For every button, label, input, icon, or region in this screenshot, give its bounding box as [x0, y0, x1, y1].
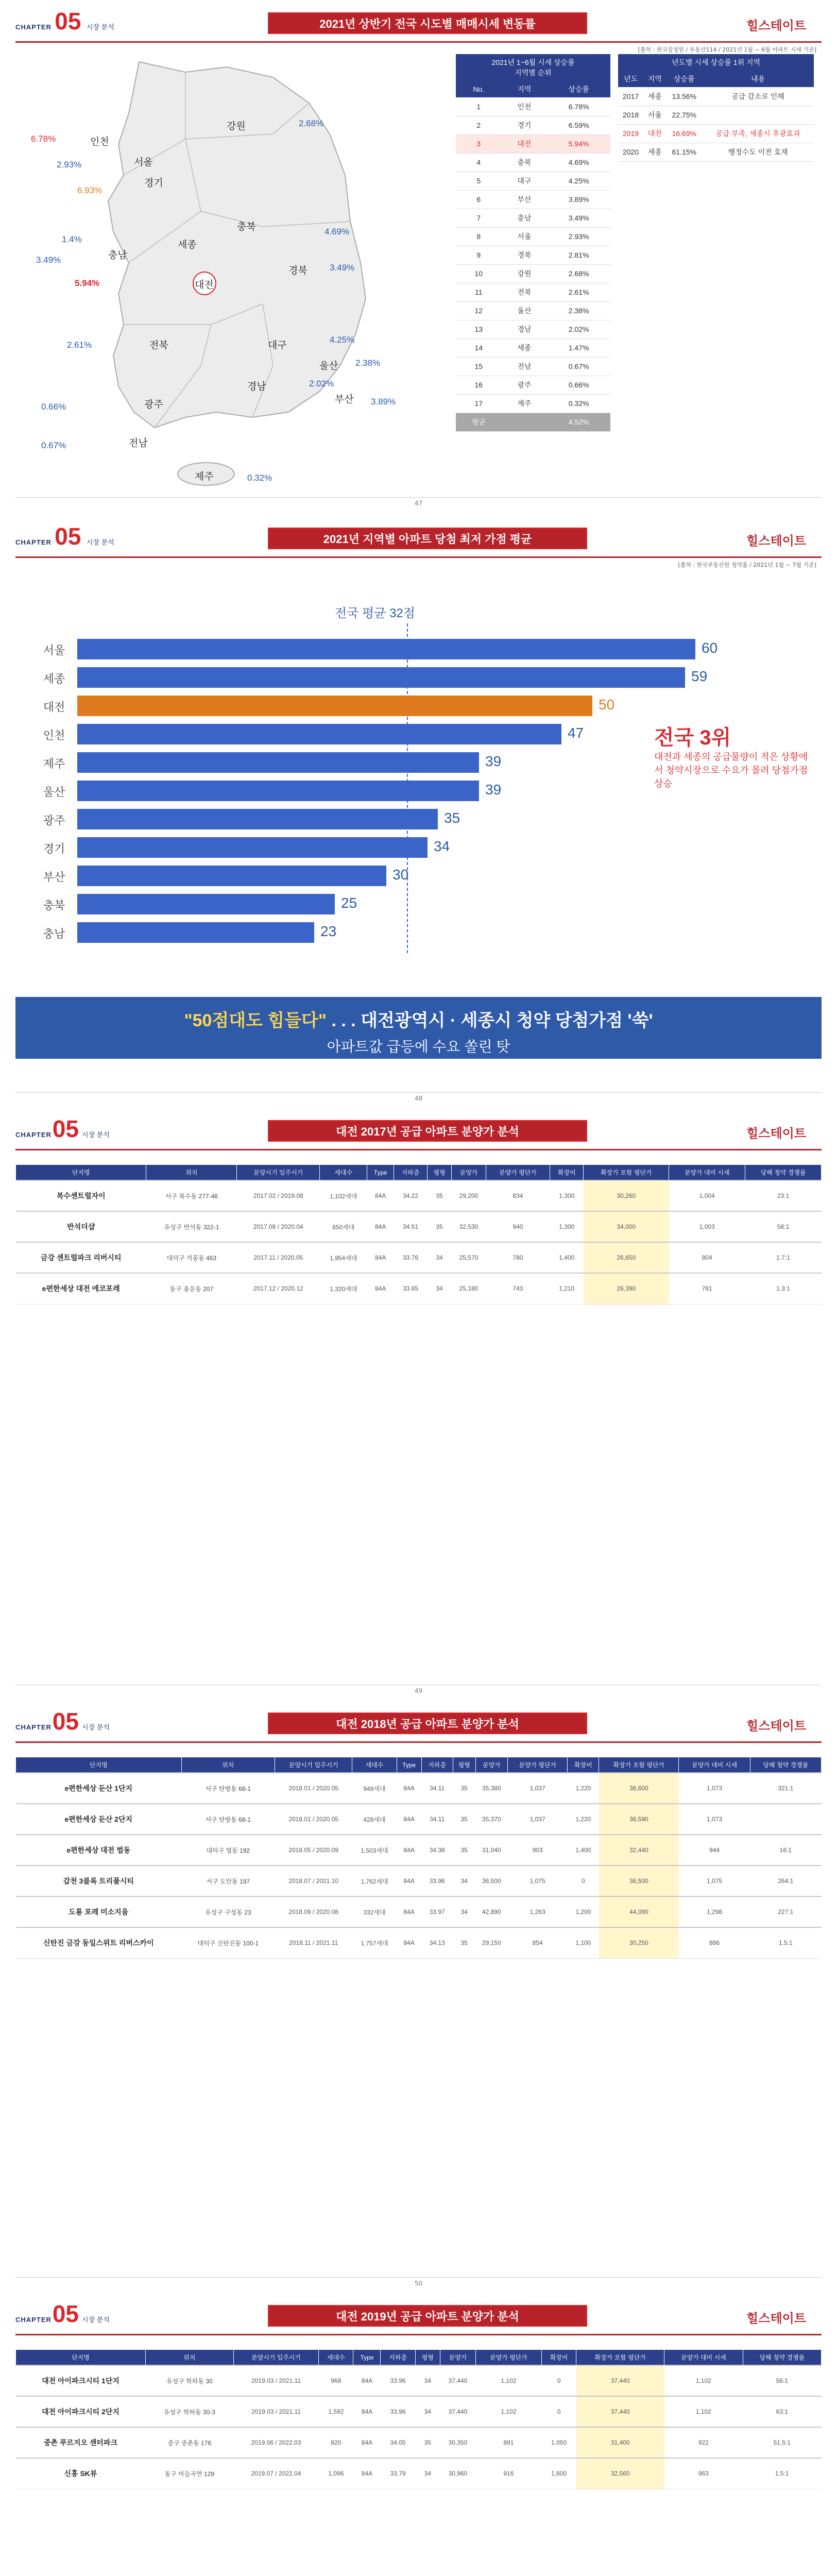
region-value: 2.38% — [355, 358, 381, 368]
table-row: 중촌 푸르지오 센터파크 중구 중촌동 176 2019.06 / 2022.03 820 84A 34.05 35 30,350 891 1,050 31,400 922 51.5:1 — [16, 2427, 822, 2458]
price-table: 단지명 위치 분양시기 입주시기 세대수 Type 지하층 평형 분양가 분양가 평단가 확장비 확장가 포함 평단가 분양가 대비 시세 당해 청약 경쟁률 e편한세상 둔산 1단지 서구 탄방동 68-1 2018.01 / 2020.05 948세대 84A 34.11 35 35,380 1,037 1,220 36,600 1,073 321:1 e편한세상 둔산 2단지 서구 탄방동 68-1 2018.01 / 2020.05 428세대 84A 34.11 35 35,370 1,037 1,220 36,590 1,073 e편한세상 대전 법동 대덕구 법동 192 2018.05 / 2020.09 1,503세대 84A 34.38 35 31,040 903 1,400 32,440 944 16:1 갑천 3블록 트리풀시티 서구 도안동 197 2018.07 / 2021.10 1,762세대 84A 33.96 34 36,500 1,075 0 36,500 1,075 264:1 도룡 포레 미소지움 유성구 구성동 23 2018.09 / 2020.08 332세대 84A 33.97 34 42,890 1,263 1,200 44,090 1,298 227:1 신탄진 금강 동일스위트 리버스카이 대덕구 신탄진동 100-1 2018.11 / 2021.11 1,757세대 84A 34.13 35 29,150 854 1,100 30,250 886 1.5:1 — [15, 1757, 822, 1959]
page-title: 대전 2017년 공급 아파트 분양가 분석 — [268, 1120, 587, 1142]
category-label: 광주 — [43, 814, 65, 827]
table-row: 2017 세종 13.56% 공급 감소로 인해 — [618, 87, 814, 106]
page-title: 대전 2018년 공급 아파트 분양가 분석 — [268, 1713, 587, 1734]
region-전북: 전북 — [149, 340, 168, 351]
category-label: 제주 — [43, 757, 65, 770]
highlight-desc: 대전과 세종의 공급물량이 적은 상황에서 청약시장으로 수요가 몰려 당첨가점 상승 — [654, 752, 808, 789]
table-row: 평균 4.52% — [456, 413, 610, 431]
page-table-1 — [0, 1108, 837, 1700]
table-row: 갑천 3블록 트리풀시티 서구 도안동 197 2018.07 / 2021.10 1,762세대 84A 33.96 34 36,500 1,075 0 36,500 1,075 264:1 — [16, 1866, 822, 1896]
region-value: 3.89% — [371, 397, 396, 406]
bar — [77, 639, 695, 659]
bar-value: 23 — [320, 923, 337, 939]
table-row: 3 대전 5.94% — [456, 134, 610, 153]
region-광주: 광주 — [144, 399, 163, 410]
region-충북: 충북 — [237, 222, 256, 232]
chapter-badge: CHAPTER05 시장 분석 — [15, 2300, 110, 2327]
table-row: 신탄진 금강 동일스위트 리버스카이 대덕구 신탄진동 100-1 2018.11 / 2021.11 1,757세대 84A 34.13 35 29,150 854 1,100 30,250 886 1.5:1 — [16, 1927, 822, 1958]
table-row: 1 인천 6.78% — [456, 97, 610, 116]
divider — [15, 41, 822, 43]
region-value: 6.78% — [31, 134, 56, 144]
brand-logo: 힐스테이트 — [746, 535, 806, 548]
table-row: 17 제주 0.32% — [456, 394, 610, 413]
category-label: 인천 — [43, 729, 65, 742]
bar — [77, 894, 335, 914]
headline-banner: "50점대도 힘들다" . . . 대전광역시 · 세종시 청약 당첨가점 '쑥' 아파트값 급등에 수요 쏠린 탓 — [15, 997, 822, 1059]
page-title: 2021년 상반기 전국 시도별 매매시세 변동률 — [268, 12, 587, 34]
region-세종: 세종 — [178, 240, 197, 250]
chapter-badge: CHAPTER05 시장 분석 — [15, 1115, 110, 1142]
divider — [15, 2334, 822, 2335]
region-서울: 서울 — [134, 157, 153, 168]
bar — [77, 866, 386, 886]
region-value: 3.49% — [330, 263, 355, 273]
table-row: 4 충북 4.69% — [456, 153, 610, 172]
region-인천: 인천 — [90, 137, 109, 147]
region-value: 0.32% — [247, 473, 272, 483]
bar-value: 47 — [568, 725, 584, 741]
page-title: 대전 2019년 공급 아파트 분양가 분석 — [268, 2305, 587, 2327]
page-number: 50 — [414, 2280, 423, 2287]
category-label: 서울 — [43, 644, 65, 657]
chapter-badge: CHAPTER 05 시장 분석 — [15, 8, 114, 35]
category-label: 충남 — [43, 927, 65, 940]
bar — [77, 724, 561, 744]
chapter-badge: CHAPTER05 시장 분석 — [15, 1708, 110, 1735]
region-value: 2.02% — [309, 379, 334, 388]
divider — [15, 556, 822, 558]
table-row: 신흥 SK뷰 동구 마들곡면 129 2019.07 / 2022.04 1,096 84A 33.79 34 30,960 916 1,600 32,560 963 1.5:1 — [16, 2458, 822, 2489]
category-label: 울산 — [43, 786, 65, 799]
highlight-rank: 전국 3위 — [654, 726, 731, 749]
table-row: 12 울산 2.38% — [456, 301, 610, 320]
table-row: 6 부산 3.89% — [456, 190, 610, 209]
bar-value: 34 — [434, 838, 450, 854]
page-number: 48 — [414, 1095, 423, 1102]
category-label: 세종 — [43, 672, 65, 685]
region-경기: 경기 — [144, 178, 163, 189]
table-row: 대전 아이파크시티 1단지 유성구 학하동 30 2019.03 / 2021.11 968 84A 33.96 34 37,440 1,102 0 37,440 1,102 56:1 — [16, 2365, 822, 2396]
region-대전: 대전 — [195, 280, 214, 291]
brand-logo: 힐스테이트 — [746, 2312, 806, 2326]
table-row: 금강 센트럴파크 리버시티 대덕구 석봉동 463 2017.11 / 2020.05 1,954세대 84A 33.76 34 25,570 780 1,400 26,650 804 1.7:1 — [16, 1242, 822, 1273]
top-region-table: 년도별 시세 상승률 1위 지역 년도 지역 상승률 내용 2017 세종 13.56% 공급 감소로 인해 2018 서울 22.75% 2019 대전 16.69% 공급 부족, 세종시 후광효과 2020 세종 61.15% 행정수도 이전 호재 — [618, 54, 814, 162]
table-row: 9 경북 2.81% — [456, 246, 610, 264]
region-value: 0.66% — [41, 402, 66, 412]
brand-logo: 힐스테이트 — [746, 1720, 806, 1733]
bar — [77, 781, 479, 801]
table-row: 8 서울 2.93% — [456, 227, 610, 246]
bar — [77, 696, 592, 716]
divider — [15, 1741, 822, 1743]
category-label: 경기 — [43, 842, 65, 855]
korea-map — [31, 57, 422, 495]
table-row: e편한세상 대전 에코포레 동구 용운동 207 2017.12 / 2020.12 1,320세대 84A 33.85 34 25,180 743 1,210 26,390 781 1.3:1 — [16, 1273, 822, 1304]
bar-value: 60 — [702, 640, 718, 656]
bar-value: 30 — [392, 867, 409, 883]
rank-table: 2021년 1~6월 시세 상승률 지역별 순위 No. 지역 상승률 1 인천 6.78% 2 경기 6.59% 3 대전 5.94% 4 충북 4.69% 5 대구 4.25% 6 부산 3.89% 7 충남 3.49% 8 서울 2.93% 9 경북 2.81% 10 강원 2.68% 11 전북 2.61% 12 울산 2.38% 13 경남 2.02% 14 세종 1.47% 15 전남 0.67% 16 광주 0.66% 17 제주 0.32% 평균 4.52% — [456, 54, 610, 432]
region-value: 4.69% — [324, 227, 350, 236]
bar-value: 39 — [485, 782, 502, 798]
national-average-label: 전국 평균 32점 — [335, 606, 415, 620]
page-table-3 — [0, 2293, 837, 2576]
table-row: 13 경남 2.02% — [456, 320, 610, 338]
region-value: 1.4% — [62, 234, 82, 244]
table-row: 2 경기 6.59% — [456, 116, 610, 134]
region-value: 2.93% — [57, 160, 82, 170]
page-title: 2021년 지역별 아파트 당첨 최저 가점 평균 — [268, 528, 587, 549]
table-row: e편한세상 대전 법동 대덕구 법동 192 2018.05 / 2020.09 1,503세대 84A 34.38 35 31,040 903 1,400 32,440 944 16:1 — [16, 1835, 822, 1866]
bar — [77, 752, 479, 773]
page-number: 47 — [414, 500, 423, 507]
table-row: 14 세종 1.47% — [456, 338, 610, 357]
table-row: e편한세상 둔산 2단지 서구 탄방동 68-1 2018.01 / 2020.05 428세대 84A 34.11 35 35,370 1,037 1,220 36,590 1,073 — [16, 1804, 822, 1835]
region-value: 2.61% — [67, 340, 92, 350]
region-value: 5.94% — [75, 278, 100, 288]
page-table-2 — [0, 1700, 837, 2293]
table-row: 15 전남 0.67% — [456, 357, 610, 376]
table-row: 대전 아이파크시티 2단지 유성구 학하동 30-3 2019.03 / 2021.11 1,592 84A 33.96 34 37,440 1,102 0 37,440 1,102 63:1 — [16, 2396, 822, 2427]
bar-value: 35 — [444, 810, 460, 826]
region-value: 6.93% — [77, 185, 103, 195]
table-row: 10 강원 2.68% — [456, 264, 610, 283]
bar — [77, 922, 314, 943]
footer-divider — [15, 2277, 822, 2278]
footer-divider — [15, 1092, 822, 1093]
page-1 — [0, 0, 837, 515]
table-row: e편한세상 둔산 1단지 서구 탄방동 68-1 2018.01 / 2020.05 948세대 84A 34.11 35 35,380 1,037 1,220 36,600 1,073 321:1 — [16, 1773, 822, 1804]
brand-logo: 힐스테이트 — [746, 20, 806, 33]
region-강원: 강원 — [227, 121, 246, 132]
brand-logo: 힐스테이트 — [746, 1127, 806, 1141]
region-충남: 충남 — [108, 250, 127, 261]
region-부산: 부산 — [335, 394, 354, 405]
table-row: 반석더샵 유성구 반석동 322-1 2017.08 / 2020.04 650세대 84A 34.51 35 32,530 940 1,300 34,000 1,003 58:1 — [16, 1211, 822, 1242]
region-제주: 제주 — [195, 471, 214, 482]
table-row: 11 전북 2.61% — [456, 283, 610, 301]
price-table: 단지명 위치 분양시기 입주시기 세대수 Type 지하층 평형 분양가 분양가 평단가 확장비 확장가 포함 평단가 분양가 대비 시세 당해 청약 경쟁률 복수센트럴자이 서구 복수동 277-46 2017.02 / 2019.08 1,102세대 84A 34.22 35 29,200 834 1,300 30,260 1,004 23:1 반석더샵 유성구 반석동 322-1 2017.08 / 2020.04 650세대 84A 34.51 35 32,530 940 1,300 34,000 1,003 58:1 금강 센트럴파크 리버시티 대덕구 석봉동 463 2017.11 / 2020.05 1,954세대 84A 33.76 34 25,570 780 1,400 26,650 804 1.7:1 e편한세상 대전 에코포레 동구 용운동 207 2017.12 / 2020.12 1,320세대 84A 33.85 34 25,180 743 1,210 26,390 781 1.3:1 — [15, 1164, 822, 1304]
region-전남: 전남 — [129, 438, 148, 449]
region-경남: 경남 — [247, 381, 266, 392]
source-note: [출처 : 한국감정원 / 부동산114 / 2021년 1월 ~ 6월 아파트 시세 기준] — [638, 46, 816, 53]
price-table: 단지명 위치 분양시기 입주시기 세대수 Type 지하층 평형 분양가 분양가 평단가 확장비 확장가 포함 평단가 분양가 대비 시세 당해 청약 경쟁률 대전 아이파크시티 1단지 유성구 학하동 30 2019.03 / 2021.11 968 84A 33.96 34 37,440 1,102 0 37,440 1,102 56:1 대전 아이파크시티 2단지 유성구 학하동 30-3 2019.03 / 2021.11 1,592 84A 33.96 34 37,440 1,102 0 37,440 1,102 63:1 중촌 푸르지오 센터파크 중구 중촌동 176 2019.06 / 2022.03 820 84A 34.05 35 30,350 891 1,050 31,400 922 51.5:1 신흥 SK뷰 동구 마들곡면 129 2019.07 / 2022.04 1,096 84A 33.79 34 30,960 916 1,600 32,560 963 1.5:1 — [15, 2349, 822, 2489]
divider — [15, 1149, 822, 1150]
bar — [77, 667, 685, 688]
bar-chart — [36, 606, 809, 969]
footer-divider — [15, 497, 822, 498]
bar-value: 50 — [599, 697, 615, 713]
category-label: 대전 — [43, 701, 65, 714]
source-note: [출처 : 한국부동산원 청약홈 / 2021년 1월 ~ 7월 기준] — [678, 562, 816, 568]
table-row: 16 광주 0.66% — [456, 376, 610, 394]
table-row: 2020 세종 61.15% 행정수도 이전 호재 — [618, 143, 814, 161]
region-value: 4.25% — [330, 335, 355, 345]
region-value: 3.49% — [36, 255, 61, 265]
table-row: 복수센트럴자이 서구 복수동 277-46 2017.02 / 2019.08 1,102세대 84A 34.22 35 29,200 834 1,300 30,260 1,004 23:1 — [16, 1180, 822, 1211]
table-row: 2019 대전 16.69% 공급 부족, 세종시 후광효과 — [618, 124, 814, 143]
table-row: 7 충남 3.49% — [456, 209, 610, 227]
bar-value: 39 — [485, 753, 502, 769]
bar — [77, 809, 438, 829]
bar — [77, 837, 428, 858]
category-label: 충북 — [43, 899, 65, 912]
region-value: 0.67% — [41, 440, 66, 450]
category-label: 부산 — [43, 871, 65, 884]
region-value: 2.68% — [299, 118, 324, 128]
chapter-badge: CHAPTER 05 시장 분석 — [15, 523, 114, 550]
region-경북: 경북 — [288, 265, 308, 276]
bar-value: 59 — [691, 668, 708, 684]
table-row: 2018 서울 22.75% — [618, 106, 814, 124]
region-대구: 대구 — [268, 340, 287, 351]
region-울산: 울산 — [319, 361, 338, 371]
page-number: 49 — [414, 1687, 423, 1694]
bar-value: 25 — [341, 895, 357, 911]
table-row: 도룡 포레 미소지움 유성구 구성동 23 2018.09 / 2020.08 332세대 84A 33.97 34 42,890 1,263 1,200 44,090 1,298 227:1 — [16, 1896, 822, 1927]
table-row: 5 대구 4.25% — [456, 172, 610, 190]
